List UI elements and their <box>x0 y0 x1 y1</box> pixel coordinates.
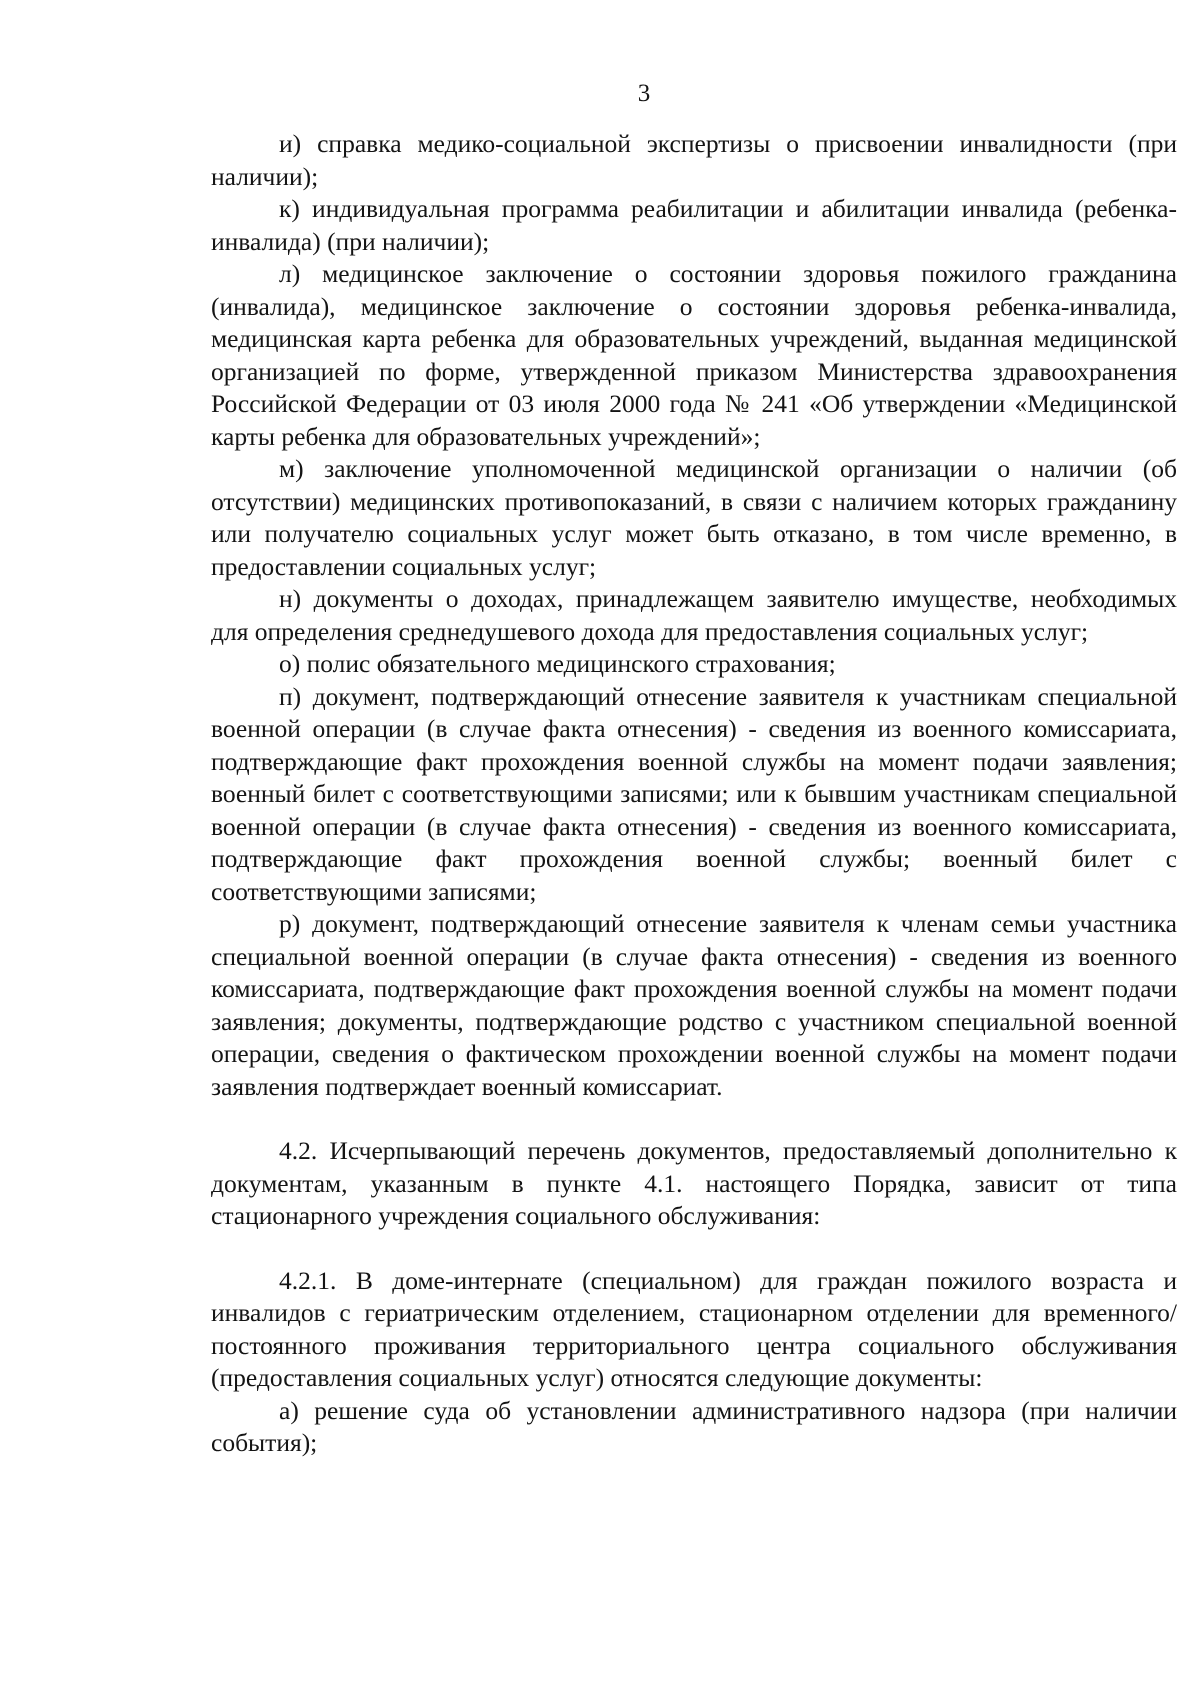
list-item-n: н) документы о доходах, принадлежащем заявителю имуществе, необходимых для определения среднедушевого дохода для предоставления социальных услуг; <box>211 584 1177 646</box>
list-item-i: и) справка медико-социальной экспертизы о присвоении инвалидности (при наличии); <box>211 129 1177 191</box>
document-body <box>211 128 1177 1460</box>
list-item-l: л) медицинское заключение о состоянии здоровья пожилого гражданина (инвалида), медицинское заключение о состоянии здоровья ребенка-инвалида, медицинская карта ребенка для образовательных учреждений, выданная медицинской организацией по форме, утвержденной приказом Министерства здравоохранения Российской Федерации от 03 июля 2000 года № 241 «Об утверждении «Медицинской карты ребенка для образовательных учреждений»; <box>211 259 1177 451</box>
list-item-m: м) заключение уполномоченной медицинской организации о наличии (об отсутствии) медицинских противопоказаний, в связи с наличием которых гражданину или получателю социальных услуг может быть отказано, в том числе временно, в предоставлении социальных услуг; <box>211 454 1177 581</box>
page-number: 3 <box>637 80 651 107</box>
list-item-o: о) полис обязательного медицинского страхования; <box>279 649 836 678</box>
section-4-2-1-paragraph: 4.2.1. В доме-интернате (специальном) для граждан пожилого возраста и инвалидов с гериатрическим отделением, стационарном отделении для временного/постоянного проживания территориального центра социального обслуживания (предоставления социальных услуг) относятся следующие документы: <box>211 1265 1177 1392</box>
list-item-p: п) документ, подтверждающий отнесение заявителя к участникам специальной военной операции (в случае факта отнесения) - сведения из военного комиссариата, подтверждающие факт прохождения военной службы на момент подачи заявления; военный билет с соответствующими записями; или к бывшим участникам специальной военной операции (в случае факта отнесения) - сведения из военного комиссариата, подтверждающие факт прохождения военной службы; военный билет с соответствующими записями; <box>211 681 1177 906</box>
list-item-k: к) индивидуальная программа реабилитации и абилитации инвалида (ребенка-инвалида) (при наличии); <box>211 194 1177 256</box>
list-item-r: р) документ, подтверждающий отнесение заявителя к членам семьи участника специальной военной операции (в случае факта отнесения) - сведения из военного комиссариата, подтверждающие факт прохождения военной службы на момент подачи заявления; документы, подтверждающие родство с участником специальной военной операции, сведения о фактическом прохождении военной службы на момент подачи заявления подтверждает военный комиссариат. <box>211 909 1177 1101</box>
section-4-2-paragraph: 4.2. Исчерпывающий перечень документов, предоставляемый дополнительно к документам, указанным в пункте 4.1. настоящего Порядка, зависит от типа стационарного учреждения социального обслуживания: <box>211 1136 1177 1230</box>
list-item-a: а) решение суда об установлении административного надзора (при наличии события); <box>211 1395 1177 1457</box>
